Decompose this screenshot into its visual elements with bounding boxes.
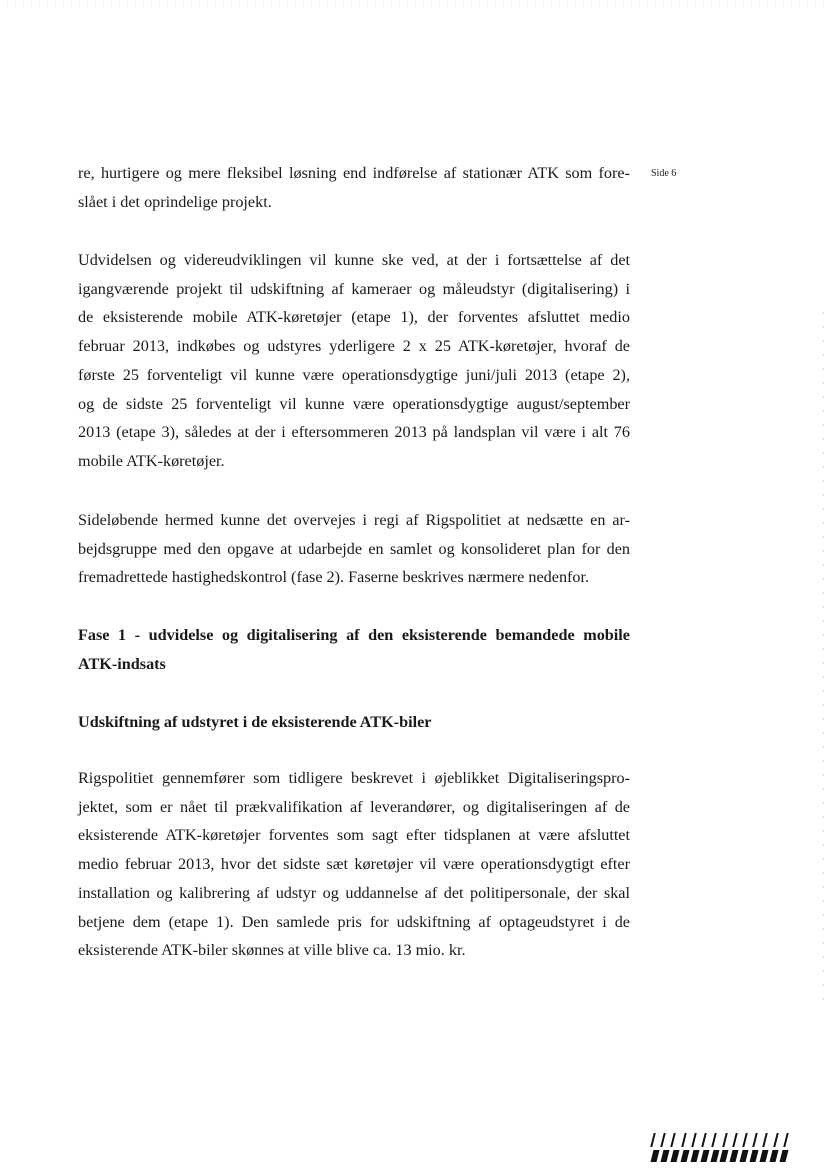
page-number-label: Side 6 xyxy=(651,168,677,179)
barcode-bar xyxy=(779,1150,788,1162)
barcode-bar xyxy=(700,1150,709,1162)
barcode-bar xyxy=(660,1150,669,1162)
barcode-bar xyxy=(710,1150,719,1162)
barcode-bar xyxy=(770,1150,779,1162)
barcode-bar xyxy=(732,1133,737,1147)
barcode-bar xyxy=(750,1150,759,1162)
heading-line: Udskiftning af udstyret i de eksisterende ATK-biler xyxy=(78,713,432,731)
text-line: eksisterende ATK-biler skønnes at ville blive ca. 13 mio. kr. xyxy=(78,941,466,960)
text-line: bejdsgruppe med den opgave at udarbejde en samlet og konsolideret plan for den xyxy=(78,539,630,558)
barcode-bar xyxy=(712,1133,717,1147)
barcode-bar xyxy=(773,1133,778,1147)
barcode-bar xyxy=(730,1150,739,1162)
text-line: mobile ATK-køretøjer. xyxy=(78,451,225,470)
text-line: fremadrettede hastighedskontrol (fase 2). Faserne beskrives nærmere nedenfor. xyxy=(78,568,590,587)
scan-edge-artifact xyxy=(0,0,827,6)
text-line: installation og kalibrering af udstyr og uddannelse af det politipersonale, der skal xyxy=(78,883,630,902)
barcode-bar xyxy=(651,1150,660,1162)
barcode-mark xyxy=(652,1133,787,1147)
barcode-bar xyxy=(783,1133,788,1147)
text-line: og de sidste 25 forventeligt vil kunne være operationsdygtige august/september xyxy=(78,394,630,413)
paragraph-continuation xyxy=(78,159,630,216)
heading-line: ATK-indsats xyxy=(78,654,166,673)
text-line: de eksisterende mobile ATK-køretøjer (etape 1), der forventes afsluttet medio xyxy=(78,308,630,327)
barcode-bar xyxy=(740,1150,749,1162)
text-line: første 25 forventeligt vil kunne være operationsdygtige juni/juli 2013 (etape 2), xyxy=(78,365,630,384)
text-line: igangværende projekt til udskiftning af kameraer og måleudstyr (digitalisering) i xyxy=(78,279,630,298)
barcode-bar xyxy=(760,1150,769,1162)
paragraph-working-group xyxy=(78,506,630,592)
text-line: eksisterende ATK-køretøjer forventes som sagt efter tidsplanen at være afsluttet xyxy=(78,826,630,845)
text-line: medio februar 2013, hvor det sidste sæt køretøjer vil være operationsdygtigt efter xyxy=(78,855,630,874)
subsection-heading-udskiftning xyxy=(78,708,630,737)
scan-edge-artifact xyxy=(823,300,824,1000)
barcode-bar xyxy=(742,1133,747,1147)
text-line: 2013 (etape 3), således at der i eftersommeren 2013 på landsplan vil være i alt 76 xyxy=(78,423,630,442)
barcode-bar xyxy=(671,1133,676,1147)
section-heading-fase1 xyxy=(78,621,630,678)
barcode-mark xyxy=(652,1150,787,1162)
barcode-bar xyxy=(670,1150,679,1162)
text-line: Sideløbende hermed kunne det overvejes i regi af Rigspolitiet at nedsætte en ar- xyxy=(78,511,630,529)
barcode-bar xyxy=(701,1133,706,1147)
text-line: Udvidelsen og videreudviklingen vil kunne ske ved, at der i fortsættelse af det xyxy=(78,251,630,269)
text-line: betjene dem (etape 1). Den samlede pris for udskiftning af optageudstyret i de xyxy=(78,912,630,931)
barcode-bar xyxy=(650,1133,655,1147)
barcode-bar xyxy=(681,1133,686,1147)
barcode-bar xyxy=(752,1133,757,1147)
text-line: februar 2013, indkøbes og udstyres yderligere 2 x 25 ATK-køretøjer, hvoraf de xyxy=(78,337,630,356)
text-line: re, hurtigere og mere fleksibel løsning end indførelse af stationær ATK som fore- xyxy=(78,164,630,182)
text-line: Rigspolitiet gennemfører som tidligere beskrevet i øjeblikket Digitaliseringspro- xyxy=(78,769,630,787)
text-line: slået i det oprindelige projekt. xyxy=(78,192,272,211)
barcode-bar xyxy=(680,1150,689,1162)
barcode-bar xyxy=(763,1133,768,1147)
barcode-bar xyxy=(660,1133,665,1147)
text-line: jektet, som er nået til prækvalifikation af leverandører, og digitaliseringen af de xyxy=(78,797,630,816)
paragraph-expansion xyxy=(78,246,630,476)
barcode-bar xyxy=(722,1133,727,1147)
barcode-bar xyxy=(690,1150,699,1162)
barcode-bar xyxy=(691,1133,696,1147)
barcode-bar xyxy=(720,1150,729,1162)
heading-line: Fase 1 - udvidelse og digitalisering af den eksisterende bemandede mobile xyxy=(78,626,630,644)
paragraph-digitalization xyxy=(78,764,630,965)
